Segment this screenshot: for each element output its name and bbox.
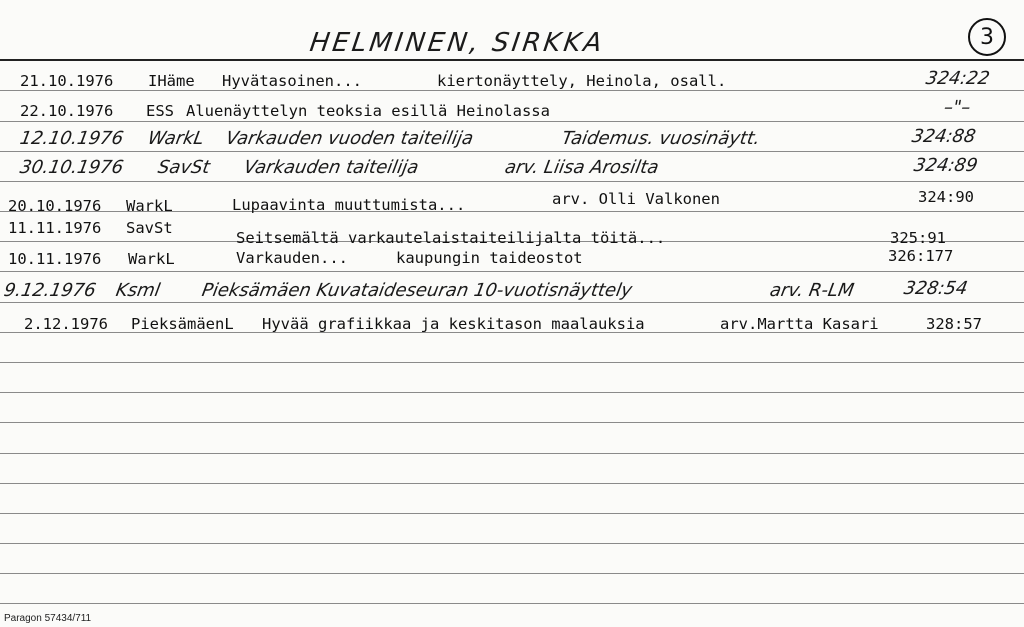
entry-date: 12.10.1976 [18, 128, 126, 149]
entry-text: Varkauden... [236, 249, 348, 267]
entry-text: Hyvää grafiikkaa ja keskitason maalauksia [262, 315, 645, 333]
ruled-line [0, 483, 1024, 484]
entry-text: arv.Martta Kasari [720, 315, 879, 333]
entry-text: Hyvätasoinen... [222, 72, 362, 90]
entry-text: Seitsemältä varkautelaistaiteilijalta töitä... [236, 229, 666, 247]
entry-text: kiertonäyttely, Heinola, osall. [437, 72, 727, 90]
entry-text: Lupaavinta muuttumista... [232, 196, 466, 214]
entry-date: 21.10.1976 [20, 72, 114, 90]
entry-date: 22.10.1976 [20, 102, 114, 120]
entry-ref: 324:88 [910, 126, 978, 147]
ruled-line [0, 362, 1024, 363]
entry-text: arv. Liisa Arosilta [503, 157, 661, 178]
ruled-line [0, 543, 1024, 544]
card-number [968, 18, 1006, 56]
ruled-line [0, 603, 1024, 604]
ruled-line [0, 453, 1024, 454]
entry-text: Varkauden vuoden taiteilija [224, 128, 475, 149]
ruled-line [0, 90, 1024, 91]
entry-ref: 328:54 [902, 278, 970, 299]
entry-ref: 324:22 [924, 68, 992, 89]
entry-date: 11.11.1976 [8, 219, 102, 237]
entry-ref: 325:91 [890, 229, 946, 247]
entry-date: 20.10.1976 [8, 197, 102, 215]
entry-text: kaupungin taideostot [396, 249, 583, 267]
ruled-line [0, 271, 1024, 272]
entry-paper: WarkL [126, 197, 173, 215]
ruled-line [0, 392, 1024, 393]
ruled-line [0, 573, 1024, 574]
ruled-line [0, 422, 1024, 423]
card-number-text: 3 [980, 24, 994, 50]
entry-text: arv. Olli Valkonen [552, 190, 720, 208]
entry-text: Taidemus. vuosinäytt. [560, 128, 762, 149]
entry-paper: WarkL [146, 128, 206, 149]
entry-date: 9.12.1976 [2, 280, 98, 301]
entry-paper: WarkL [128, 250, 175, 268]
entry-ref: 324:89 [912, 155, 980, 176]
ruled-line [0, 151, 1024, 152]
entry-ref: –"– [942, 97, 973, 118]
entry-ref: 326:177 [888, 247, 954, 265]
card-header-name: HELMINEN, SIRKKA [307, 28, 607, 58]
ruled-line [0, 121, 1024, 122]
entry-paper: SavSt [156, 157, 212, 178]
entry-text: Varkauden taiteilija [242, 157, 421, 178]
header-rule [0, 59, 1024, 61]
entry-paper: SavSt [126, 219, 173, 237]
entry-text: Aluenäyttelyn teoksia esillä Heinolassa [186, 102, 550, 120]
entry-date: 10.11.1976 [8, 250, 102, 268]
entry-text: arv. R-LM [768, 280, 856, 301]
entry-date: 2.12.1976 [24, 315, 108, 333]
entry-ref: 328:57 [926, 315, 982, 333]
card-print-code: Paragon 57434/711 [4, 613, 92, 624]
ruled-line [0, 513, 1024, 514]
ruled-line [0, 302, 1024, 303]
entry-paper: ESS [146, 102, 174, 120]
entry-text: Pieksämäen Kuvataideseuran 10-vuotisnäyttely [200, 280, 634, 301]
entry-ref: 324:90 [918, 188, 974, 206]
entry-paper: Ksml [114, 280, 162, 301]
entry-paper: PieksämäenL [131, 315, 234, 333]
entry-date: 30.10.1976 [18, 157, 126, 178]
entry-paper: IHäme [148, 72, 195, 90]
ruled-line [0, 181, 1024, 182]
